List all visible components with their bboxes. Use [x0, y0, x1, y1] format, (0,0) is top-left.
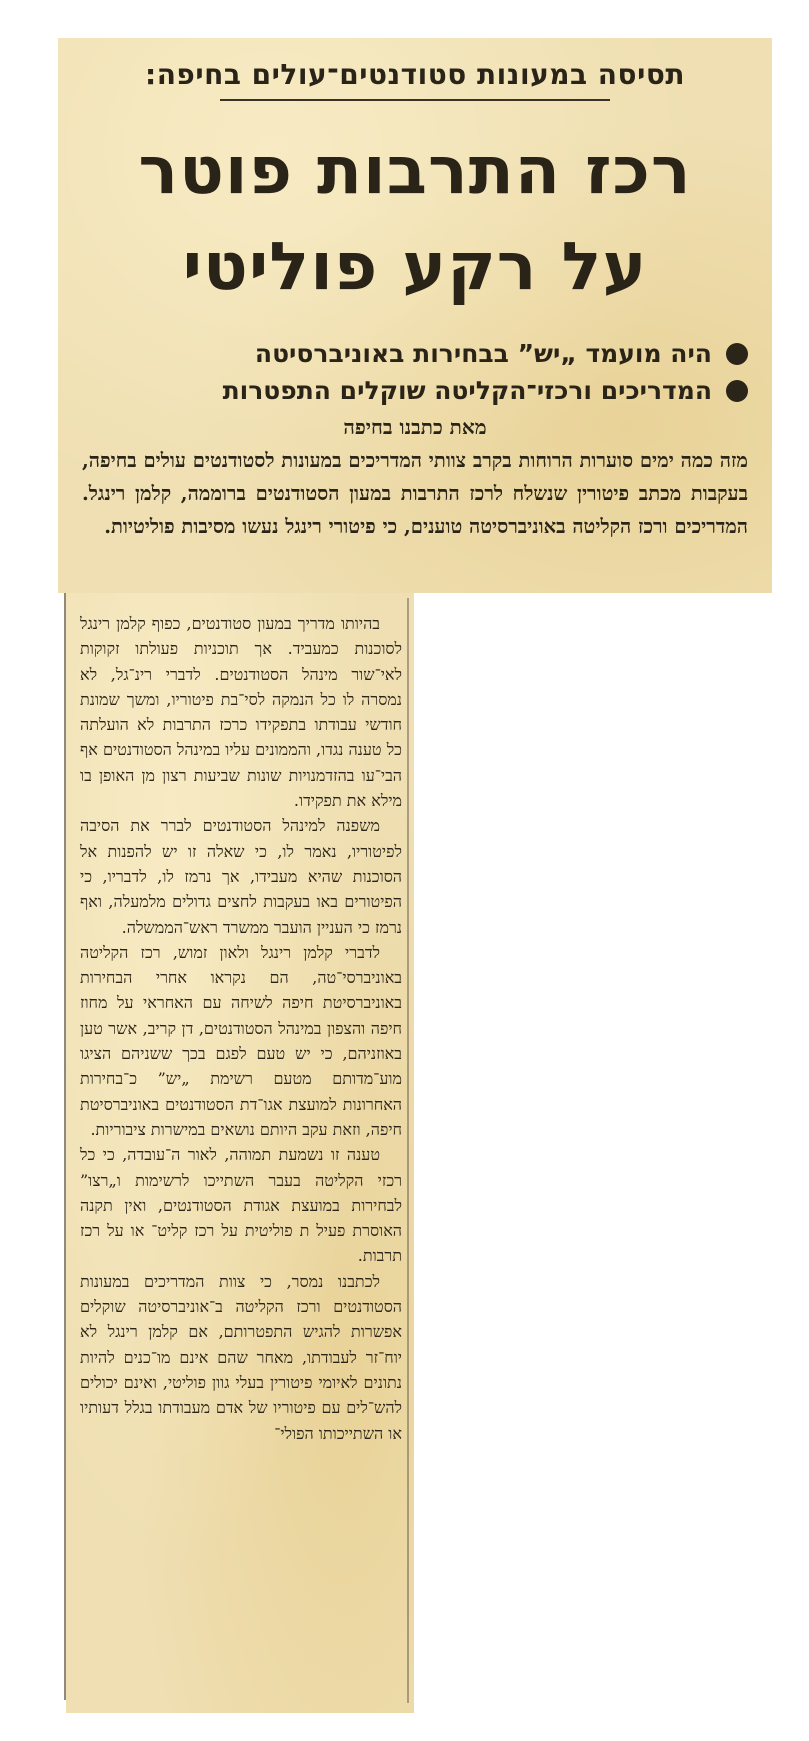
body-paragraph: לדברי קלמן רינגל ולאון זמוש, רכז הקליטה באוניברסי־טה, הם נקראו אחרי הבחירות באוניברסיטת חיפה לשיחה עם האחראי על מחוז חיפה והצפון במינהל הסטודנטים, דן קריב, אשר טען באוזניהם, כי יש טעם לפגם בכך ששניהם הציגו מוע־מדותם מטעם רשימת „יש” כ־בחירות האחרונות למועצת אגו־דת הסטודנטים באוניברסיטת חיפה, וזאת עקב היותם נושאים במישרות ציבוריות.	[80, 942, 402, 1139]
headline-line-1: רכז התרבות פוטר	[138, 132, 692, 209]
body-paragraph: טענה זו נשמעת תמוהה, לאור ה־עובדה, כי כל רכזי הקליטה בעבר השתייכו לרשימות ו„רצו” לבחירות במועצת אגודת הסטודנטים, ואין תקנה האוסרת פעיל ת פוליטית על רכז קליט־ או על רכז תרבות.	[80, 1145, 402, 1266]
clipping-column-piece	[66, 593, 414, 1713]
column-rule	[407, 598, 409, 1703]
kicker-headline: תסיסה במעונות סטודנטים־עולים בחיפה:	[145, 58, 685, 91]
article-body	[80, 611, 402, 1446]
bullet-text: היה מועמד „יש” בבחירות באוניברסיטה	[254, 339, 712, 368]
headline-line-2: על רקע פוליטי	[182, 228, 648, 305]
bullet-item	[82, 376, 748, 405]
main-headline	[82, 123, 748, 315]
body-paragraph: בהיותו מדריך במעון סטודנטים, כפוף קלמן רינגל לסוכנות כמעביד. אך תוכניות פעולתו זקוקות לאי־שור מינהל הסטודנטים. לדברי רינ־גל, לא נמסרה לו כל הנמקה לסי־בת פיטוריו, ומשך שמונת חודשי עבודתו בתפקידו כרכז התרבות לא הועלתה כל טענה נגדו, והממונים עליו במינהל הסטודנטים אף הבי־עו בהזדמנויות שונות שביעות רצון מן האופן בו מילא את תפקידו.	[80, 614, 402, 811]
bullet-text: המדריכים ורכזי־הקליטה שוקלים התפטרות	[222, 376, 712, 405]
bullet-dot-icon	[726, 343, 748, 365]
bullet-dot-icon	[726, 380, 748, 402]
body-paragraph: לכתבנו נמסר, כי צוות המדריכים במעונות הסטודנטים ורכז הקליטה ב־אוניברסיטה שוקלים אפשרות להגיש התפטרותם, אם קלמן רינגל לא יוח־זר לעבודתו, מאחר שהם אינם מו־כנים להיות נתונים לאיומי פיטורין בעלי גוון פוליטי, ואינם יכולים להש־לים עם פיטוריו של אדם מעבודתו בגלל דעותיו או השתייכותו הפולי־	[80, 1271, 402, 1443]
byline: מאת כתבנו בחיפה	[343, 415, 487, 439]
kicker-underline	[220, 99, 610, 101]
clipping-top-piece	[58, 38, 772, 593]
bullet-item	[82, 339, 748, 368]
body-paragraph: משפנה למינהל הסטודנטים לברר את הסיבה לפיטוריו, נאמר לו, כי שאלה זו יש להפנות אל הסוכנות שהיא מעבידו, אך נרמז לו, לדבריו, כי הפיטורים באו בעקבות לחצים גדולים מלמעלה, ואף נרמז כי העניין הועבר ממשרד ראש־הממשלה.	[80, 816, 402, 937]
subheadline-bullets	[82, 339, 748, 405]
lead-paragraph: מזה כמה ימים סוערות הרוחות בקרב צוותי המדריכים במעונות לסטודנטים עולים בחיפה, בעקבות מכתב פיטורין שנשלח לרכז התרבות במעון הסטודנטים ברוממה, קלמן רינגל. המדריכים ורכז הקליטה באוניברסיטה טוענים, כי פיטורי רינגל נעשו מסיבות פוליטיות.	[82, 449, 748, 538]
